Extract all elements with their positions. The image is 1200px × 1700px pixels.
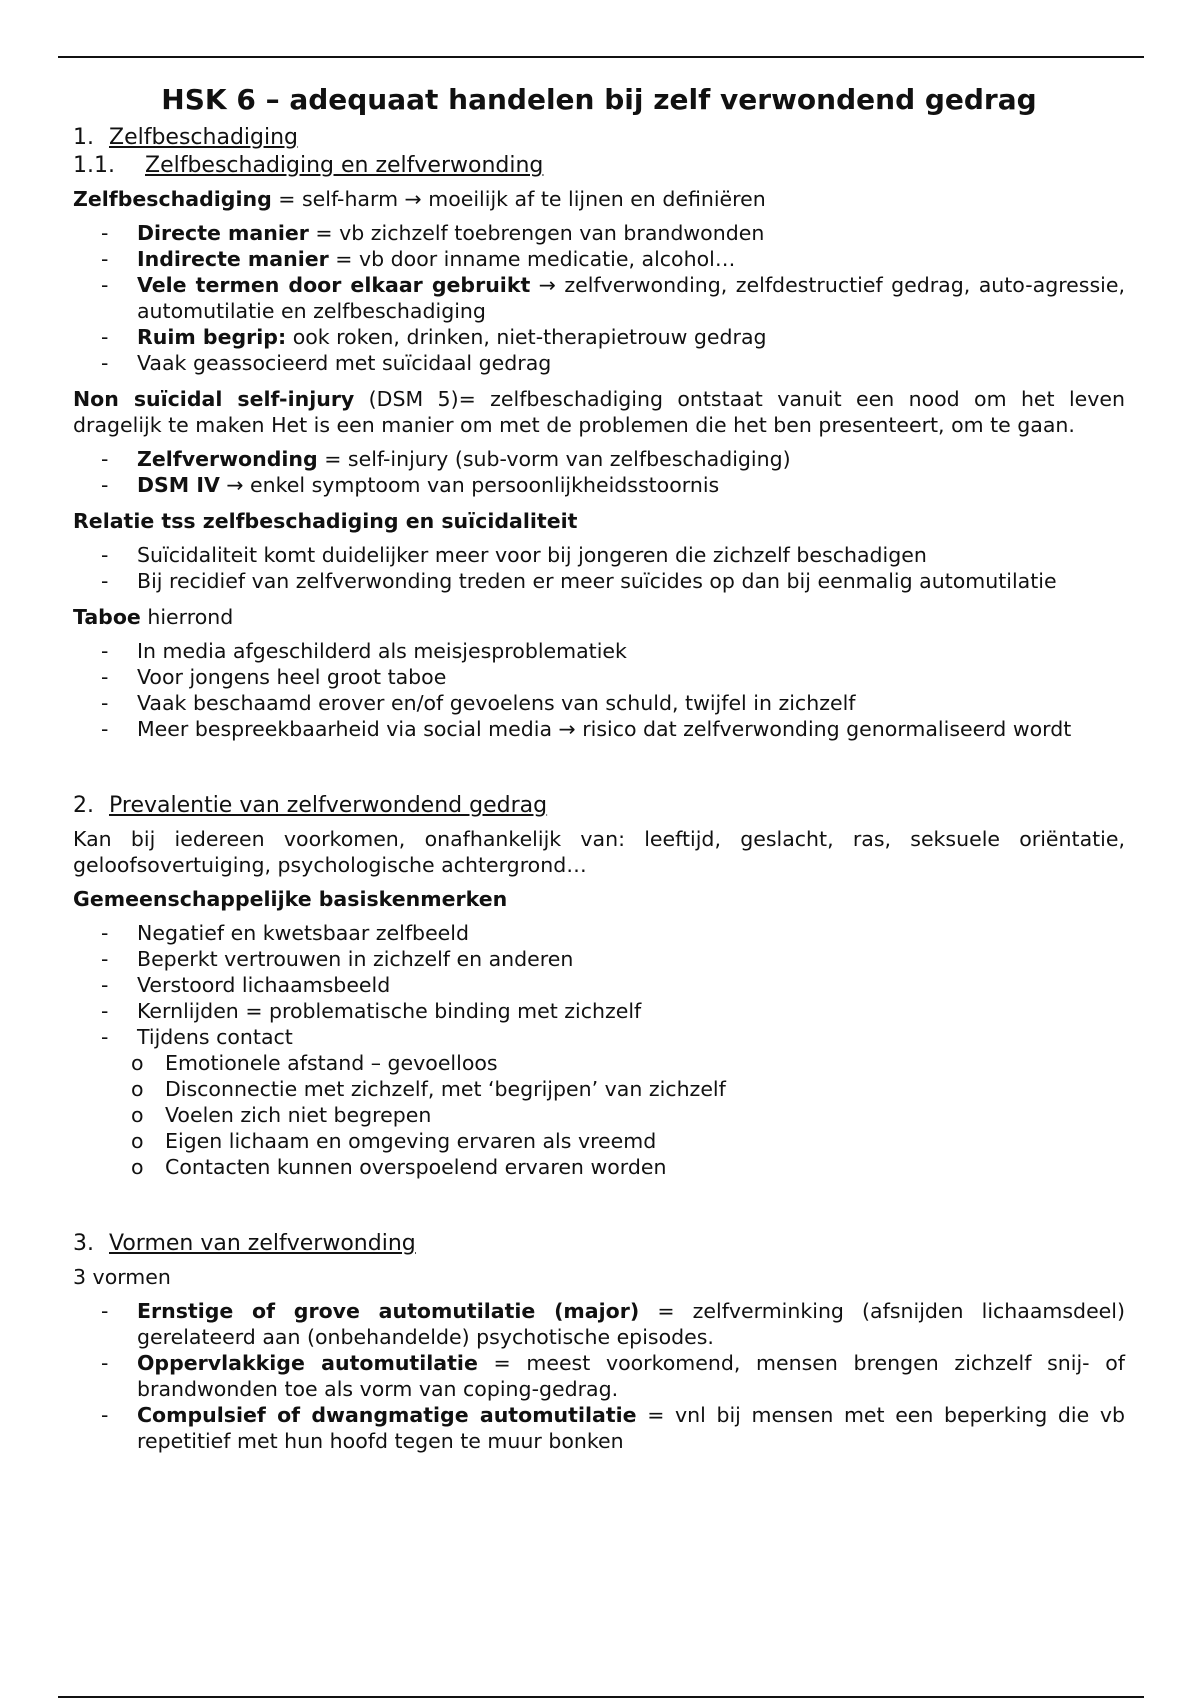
list-item: - Voor jongens heel groot taboe bbox=[73, 664, 1125, 690]
list-item: - Suïcidaliteit komt duidelijker meer voor bij jongeren die zichzelf beschadigen bbox=[73, 542, 1125, 568]
paragraph-prevalentie: Kan bij iedereen voorkomen, onafhankelijk van: leeftijd, geslacht, ras, seksuele oriëntatie, geloofsovertuiging, psychologische achtergrond… bbox=[73, 827, 1125, 877]
bottom-rule bbox=[58, 1696, 1144, 1698]
paragraph-nssi: Non suïcidal self-injury (DSM 5)= zelfbeschadiging ontstaat vanuit een nood om het leven dragelijk te maken Het is een manier om met de problemen die het ben presenteert, om te gaan. bbox=[73, 387, 1126, 437]
section-2-number: 2. bbox=[73, 793, 94, 818]
section-3-heading bbox=[73, 1230, 1125, 1258]
list-zelfverwonding bbox=[73, 446, 1125, 498]
list-item: - Indirecte manier = vb door inname medicatie, alcohol… bbox=[73, 246, 1125, 272]
list-zelfbeschadiging bbox=[73, 220, 1125, 376]
sublist-tijdens-contact bbox=[137, 1050, 1125, 1180]
list-item: - Kernlijden = problematische binding met zichzelf bbox=[73, 998, 1125, 1024]
list-item: - Tijdens contact o Emotionele afstand – gevoelloos o Disconnectie met zichzelf, met ‘begrijpen’ van zichzelf o Voelen zich niet begrepen o Eigen lichaam en omgeving ervaren als vreemd o Contacten kunnen overspoelend ervaren worden bbox=[73, 1024, 1125, 1180]
list-item: - Verstoord lichaamsbeeld bbox=[73, 972, 1125, 998]
list-item: - In media afgeschilderd als meisjesproblematiek bbox=[73, 638, 1125, 664]
list-item: - Oppervlakkige automutilatie = meest voorkomend, mensen brengen zichzelf snij- of brandwonden toe als vorm van coping-gedrag. bbox=[73, 1350, 1125, 1402]
document-body bbox=[73, 82, 1125, 1464]
spacer bbox=[73, 752, 1125, 792]
list-item: - Ernstige of grove automutilatie (major) = zelfverminking (afsnijden lichaamsdeel) gerelateerd aan (onbehandelde) psychotische episodes. bbox=[73, 1298, 1125, 1350]
paragraph-vormen: 3 vormen bbox=[73, 1265, 171, 1289]
list-basiskenmerken bbox=[73, 920, 1125, 1180]
sublist-item: o Eigen lichaam en omgeving ervaren als vreemd bbox=[73, 1128, 1125, 1154]
section-1-number: 1. bbox=[73, 125, 94, 150]
section-1-1-title: Zelfbeschadiging en zelfverwonding bbox=[145, 153, 544, 178]
spacer bbox=[73, 1190, 1125, 1230]
list-taboe bbox=[73, 638, 1125, 742]
section-1-1-number: 1.1. bbox=[73, 153, 115, 178]
list-item: - DSM IV → enkel symptoom van persoonlijkheidsstoornis bbox=[73, 472, 1125, 498]
list-item: - Meer bespreekbaarheid via social media → risico dat zelfverwonding genormaliseerd wordt bbox=[73, 716, 1125, 742]
paragraph-basiskenmerken: Gemeenschappelijke basiskenmerken bbox=[73, 887, 508, 911]
section-2-heading bbox=[73, 792, 1125, 820]
section-1-title: Zelfbeschadiging bbox=[109, 125, 299, 150]
list-item: - Vele termen door elkaar gebruikt → zelfverwonding, zelfdestructief gedrag, auto-agressie, automutilatie en zelfbeschadiging bbox=[73, 272, 1125, 324]
list-item: - Bij recidief van zelfverwonding treden er meer suïcides op dan bij eenmalig automutilatie bbox=[73, 568, 1125, 594]
paragraph-taboe: Taboe hierrond bbox=[73, 605, 234, 629]
list-vormen bbox=[73, 1298, 1125, 1454]
list-item: - Negatief en kwetsbaar zelfbeeld bbox=[73, 920, 1125, 946]
paragraph-relatie: Relatie tss zelfbeschadiging en suïcidaliteit bbox=[73, 509, 578, 533]
list-item: - Vaak beschaamd erover en/of gevoelens van schuld, twijfel in zichzelf bbox=[73, 690, 1125, 716]
section-2-title: Prevalentie van zelfverwondend gedrag bbox=[109, 793, 548, 818]
list-item: - Ruim begrip: ook roken, drinken, niet-therapietrouw gedrag bbox=[73, 324, 1125, 350]
paragraph-zelfbeschadiging: Zelfbeschadiging = self-harm → moeilijk af te lijnen en definiëren bbox=[73, 187, 766, 211]
sublist-item: o Disconnectie met zichzelf, met ‘begrijpen’ van zichzelf bbox=[73, 1076, 1125, 1102]
list-item: - Vaak geassocieerd met suïcidaal gedrag bbox=[73, 350, 1125, 376]
top-rule bbox=[58, 56, 1144, 58]
section-3-number: 3. bbox=[73, 1231, 94, 1256]
list-item: - Directe manier = vb zichzelf toebrengen van brandwonden bbox=[73, 220, 1125, 246]
list-item: - Compulsief of dwangmatige automutilatie = vnl bij mensen met een beperking die vb repetitief met hun hoofd tegen te muur bonken bbox=[73, 1402, 1125, 1454]
sublist-item: o Emotionele afstand – gevoelloos bbox=[73, 1050, 1125, 1076]
document-title: HSK 6 – adequaat handelen bij zelf verwondend gedrag bbox=[161, 83, 1037, 116]
list-item: - Beperkt vertrouwen in zichzelf en anderen bbox=[73, 946, 1125, 972]
section-1-heading bbox=[73, 124, 1125, 152]
list-item: - Zelfverwonding = self-injury (sub-vorm van zelfbeschadiging) bbox=[73, 446, 1125, 472]
sublist-item: o Contacten kunnen overspoelend ervaren worden bbox=[73, 1154, 1125, 1180]
section-3-title: Vormen van zelfverwonding bbox=[109, 1231, 416, 1256]
sublist-item: o Voelen zich niet begrepen bbox=[73, 1102, 1125, 1128]
list-relatie bbox=[73, 542, 1125, 594]
section-1-1-heading bbox=[73, 152, 1125, 180]
